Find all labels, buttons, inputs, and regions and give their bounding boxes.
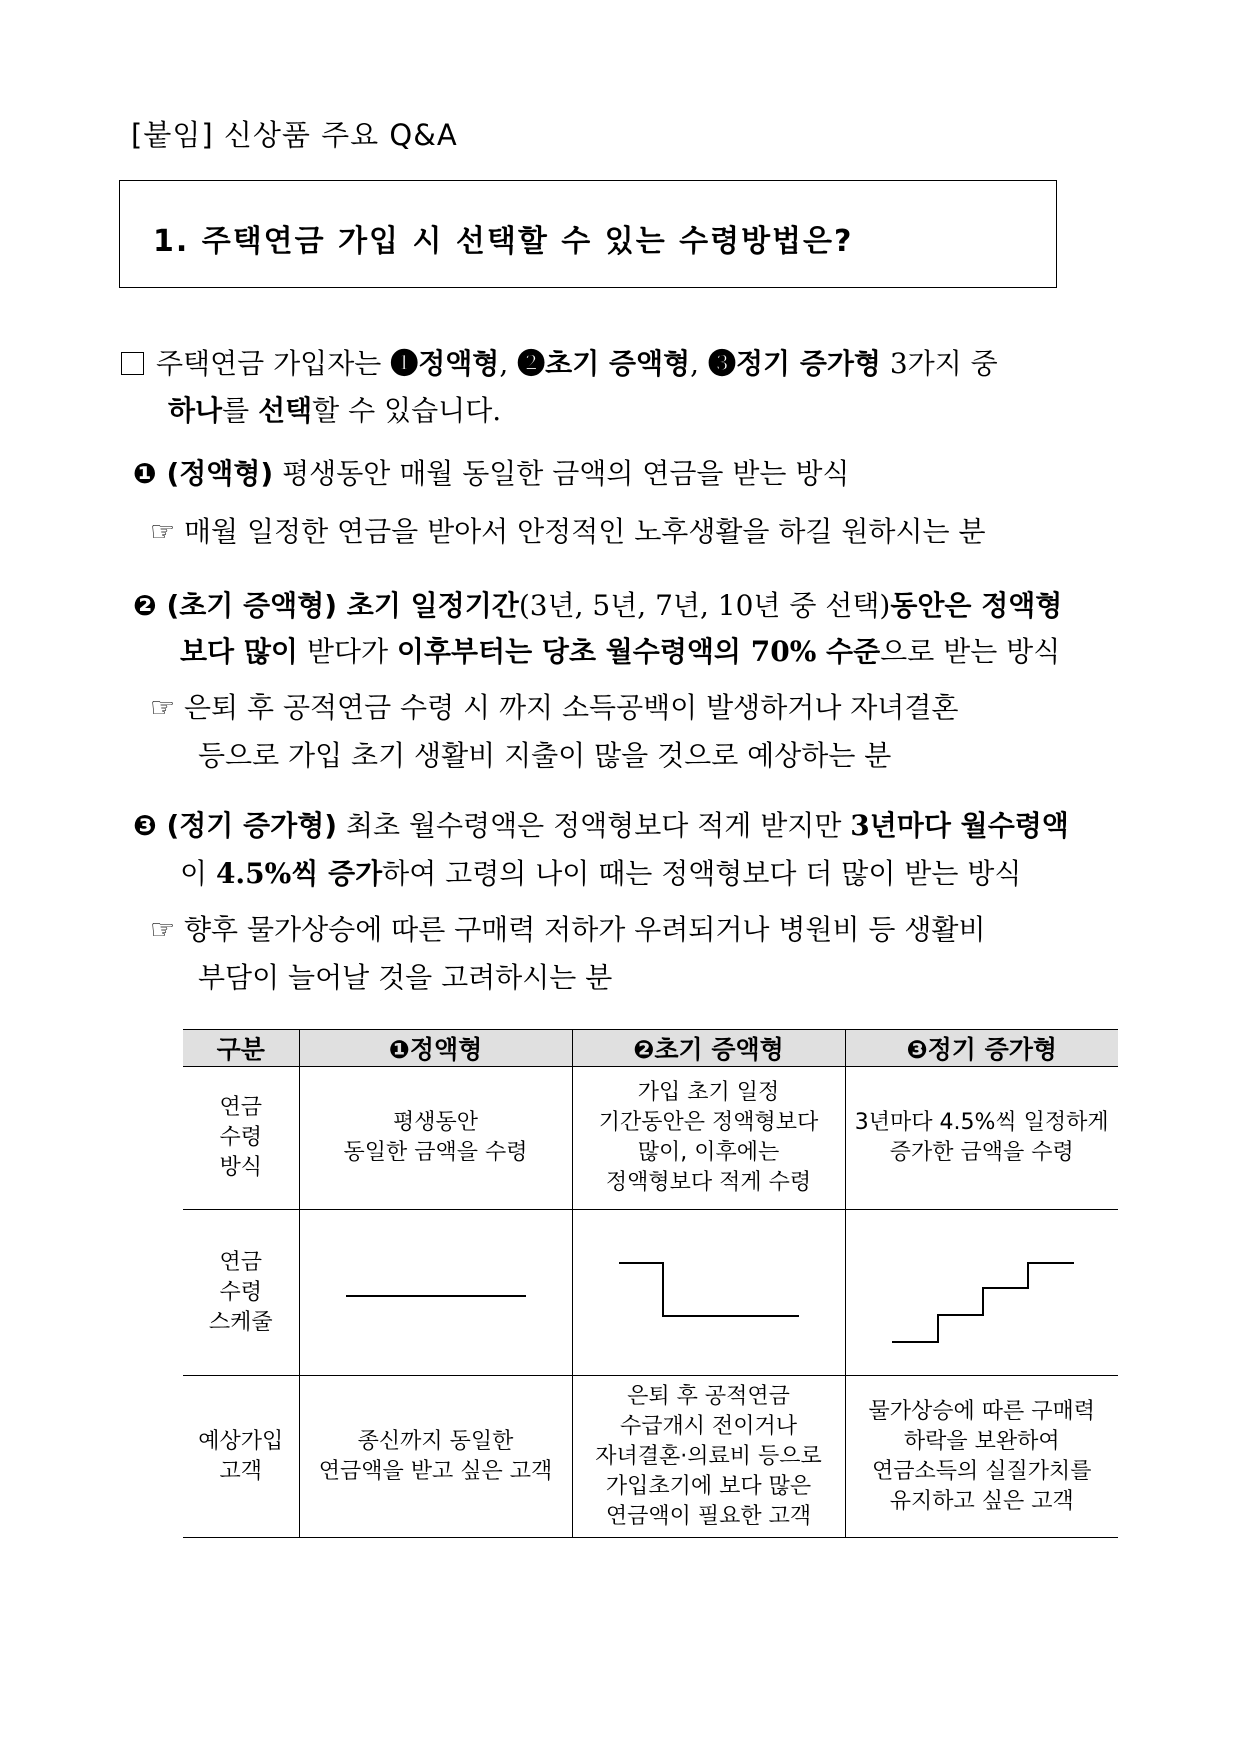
cell-line: 3년마다 4.5%씩 일정하게 [854, 1110, 1109, 1135]
intro-option-1: ❶정액형 [390, 347, 500, 380]
section-3-target-2: 부담이 늘어날 것을 고려하시는 분 [198, 961, 613, 994]
section-3-emph: 4.5%씩 증가 [215, 857, 383, 890]
table-row-schedule [183, 1210, 1118, 1376]
attachment-title: [붙임] 신상품 주요 Q&A [131, 118, 458, 152]
intro-text: 3가지 중 [880, 347, 998, 380]
section-3-target-1: ☞ 향후 물가상승에 따른 구매력 저하가 우려되거나 병원비 등 생활비 [150, 913, 986, 946]
row-label-line: 예상가입 [198, 1428, 284, 1454]
row-label-line: 수령 [219, 1125, 262, 1150]
section-3-emph: 3년마다 월수령액 [850, 809, 1069, 842]
intro-text: 주택연금 가입자는 [156, 347, 391, 380]
section-2-emph: 동안은 정액형 [890, 589, 1063, 622]
section-2-text: (3년, 5년, 7년, 10년 중 선택) [518, 589, 891, 622]
header-periodic-increase: ❸정기 증가형 [845, 1030, 1118, 1067]
section-3-line-2 [180, 857, 1022, 890]
section-2-emph: 이후부터는 당초 월수령액의 70% 수준 [396, 635, 881, 668]
table-header-row [183, 1030, 1118, 1067]
method-fixed [299, 1067, 572, 1210]
section-3-line-1 [133, 809, 1069, 842]
intro-text: 를 [222, 394, 259, 427]
cell-line: 은퇴 후 공적연금 [627, 1383, 790, 1409]
cell-line: 연금소득의 실질가치를 [871, 1458, 1092, 1484]
flat-schedule-graphic [316, 1238, 556, 1348]
section-2-line-1 [133, 589, 1063, 622]
cell-line: 가입초기에 보다 많은 [605, 1473, 812, 1499]
cell-line: 자녀결혼·의료비 등으로 [595, 1443, 822, 1469]
cell-line: 종신까지 동일한 [357, 1428, 514, 1454]
step-up-schedule-graphic [862, 1238, 1102, 1348]
section-3-title: ❸ (정기 증가형) [133, 809, 338, 842]
section-3-text: 이 [180, 857, 216, 890]
row-label-customer [183, 1376, 299, 1538]
row-label-line: 연금 [219, 1095, 262, 1120]
comparison-table [183, 1029, 1118, 1538]
intro-sep: , [690, 347, 708, 380]
row-label-line: 방식 [219, 1155, 262, 1180]
header-category: 구분 [183, 1030, 299, 1067]
section-1-target: ☞ 매월 일정한 연금을 받아서 안정적인 노후생활을 하길 원하시는 분 [150, 515, 986, 548]
intro-sep: , [499, 347, 518, 380]
cell-line: 물가상승에 따른 구매력 [868, 1398, 1095, 1424]
schedule-fixed [299, 1210, 572, 1376]
table-row-method [183, 1067, 1118, 1210]
section-1-title: ❶ (정액형) [133, 457, 274, 490]
row-label-method [183, 1067, 299, 1210]
section-2-text: 으로 받는 방식 [880, 635, 1061, 668]
customer-initial-increase [572, 1376, 845, 1538]
cell-line: 하락을 보완하여 [903, 1428, 1060, 1454]
section-3-text: 최초 월수령액은 정액형보다 적게 받지만 [337, 809, 851, 842]
cell-line: 기간동안은 정액형보다 [598, 1110, 819, 1135]
question-text: 1. 주택연금 가입 시 선택할 수 있는 수령방법은? [153, 224, 854, 259]
section-2-text: 받다가 [297, 635, 397, 668]
cell-line: 증가한 금액을 수령 [889, 1140, 1074, 1165]
row-label-schedule [183, 1210, 299, 1376]
row-label-line: 스케줄 [208, 1309, 273, 1335]
step-down-schedule-graphic [589, 1238, 829, 1348]
schedule-initial-increase [572, 1210, 845, 1376]
header-fixed: ❶정액형 [299, 1030, 572, 1067]
method-periodic-increase [845, 1067, 1118, 1210]
section-2-emph: 보다 많이 [180, 635, 298, 668]
cell-line: 평생동안 [392, 1110, 478, 1135]
customer-fixed [299, 1376, 572, 1538]
section-1-line [133, 457, 850, 490]
section-1-desc: 평생동안 매월 동일한 금액의 연금을 받는 방식 [273, 457, 850, 490]
section-3-text: 하여 고령의 나이 때는 정액형보다 더 많이 받는 방식 [382, 857, 1022, 890]
intro-line-1 [121, 347, 998, 380]
checkbox-icon [121, 352, 144, 375]
intro-option-2: ❷초기 증액형 [517, 347, 691, 380]
schedule-periodic-increase [845, 1210, 1118, 1376]
intro-emph: 선택 [258, 394, 313, 427]
method-initial-increase [572, 1067, 845, 1210]
intro-emph: 하나 [168, 394, 223, 427]
intro-line-2 [168, 394, 502, 427]
intro-option-3: ❸정기 증가형 [707, 347, 881, 380]
table-row-customer [183, 1376, 1118, 1538]
section-2-target-1: ☞ 은퇴 후 공적연금 수령 시 까지 소득공백이 발생하거나 자녀결혼 [150, 691, 959, 724]
cell-line: 연금액을 받고 싶은 고객 [318, 1458, 553, 1484]
section-2-target-2: 등으로 가입 초기 생활비 지출이 많을 것으로 예상하는 분 [198, 739, 892, 772]
intro-text: 할 수 있습니다. [312, 394, 502, 427]
section-2-title: ❷ (초기 증액형) [133, 589, 338, 622]
row-label-line: 수령 [219, 1279, 262, 1305]
section-2-line-2 [180, 635, 1061, 668]
row-label-line: 연금 [219, 1249, 262, 1275]
cell-line: 유지하고 싶은 고객 [889, 1488, 1074, 1514]
customer-periodic-increase [845, 1376, 1118, 1538]
cell-line: 연금액이 필요한 고객 [605, 1503, 812, 1529]
section-2-emph: 초기 일정기간 [337, 589, 519, 622]
cell-line: 수급개시 전이거나 [619, 1413, 797, 1439]
cell-line: 정액형보다 적게 수령 [605, 1170, 812, 1195]
row-label-line: 고객 [219, 1458, 262, 1484]
cell-line: 동일한 금액을 수령 [343, 1140, 528, 1165]
cell-line: 가입 초기 일정 [637, 1080, 780, 1105]
header-initial-increase: ❷초기 증액형 [572, 1030, 845, 1067]
cell-line: 많이, 이후에는 [637, 1140, 780, 1165]
